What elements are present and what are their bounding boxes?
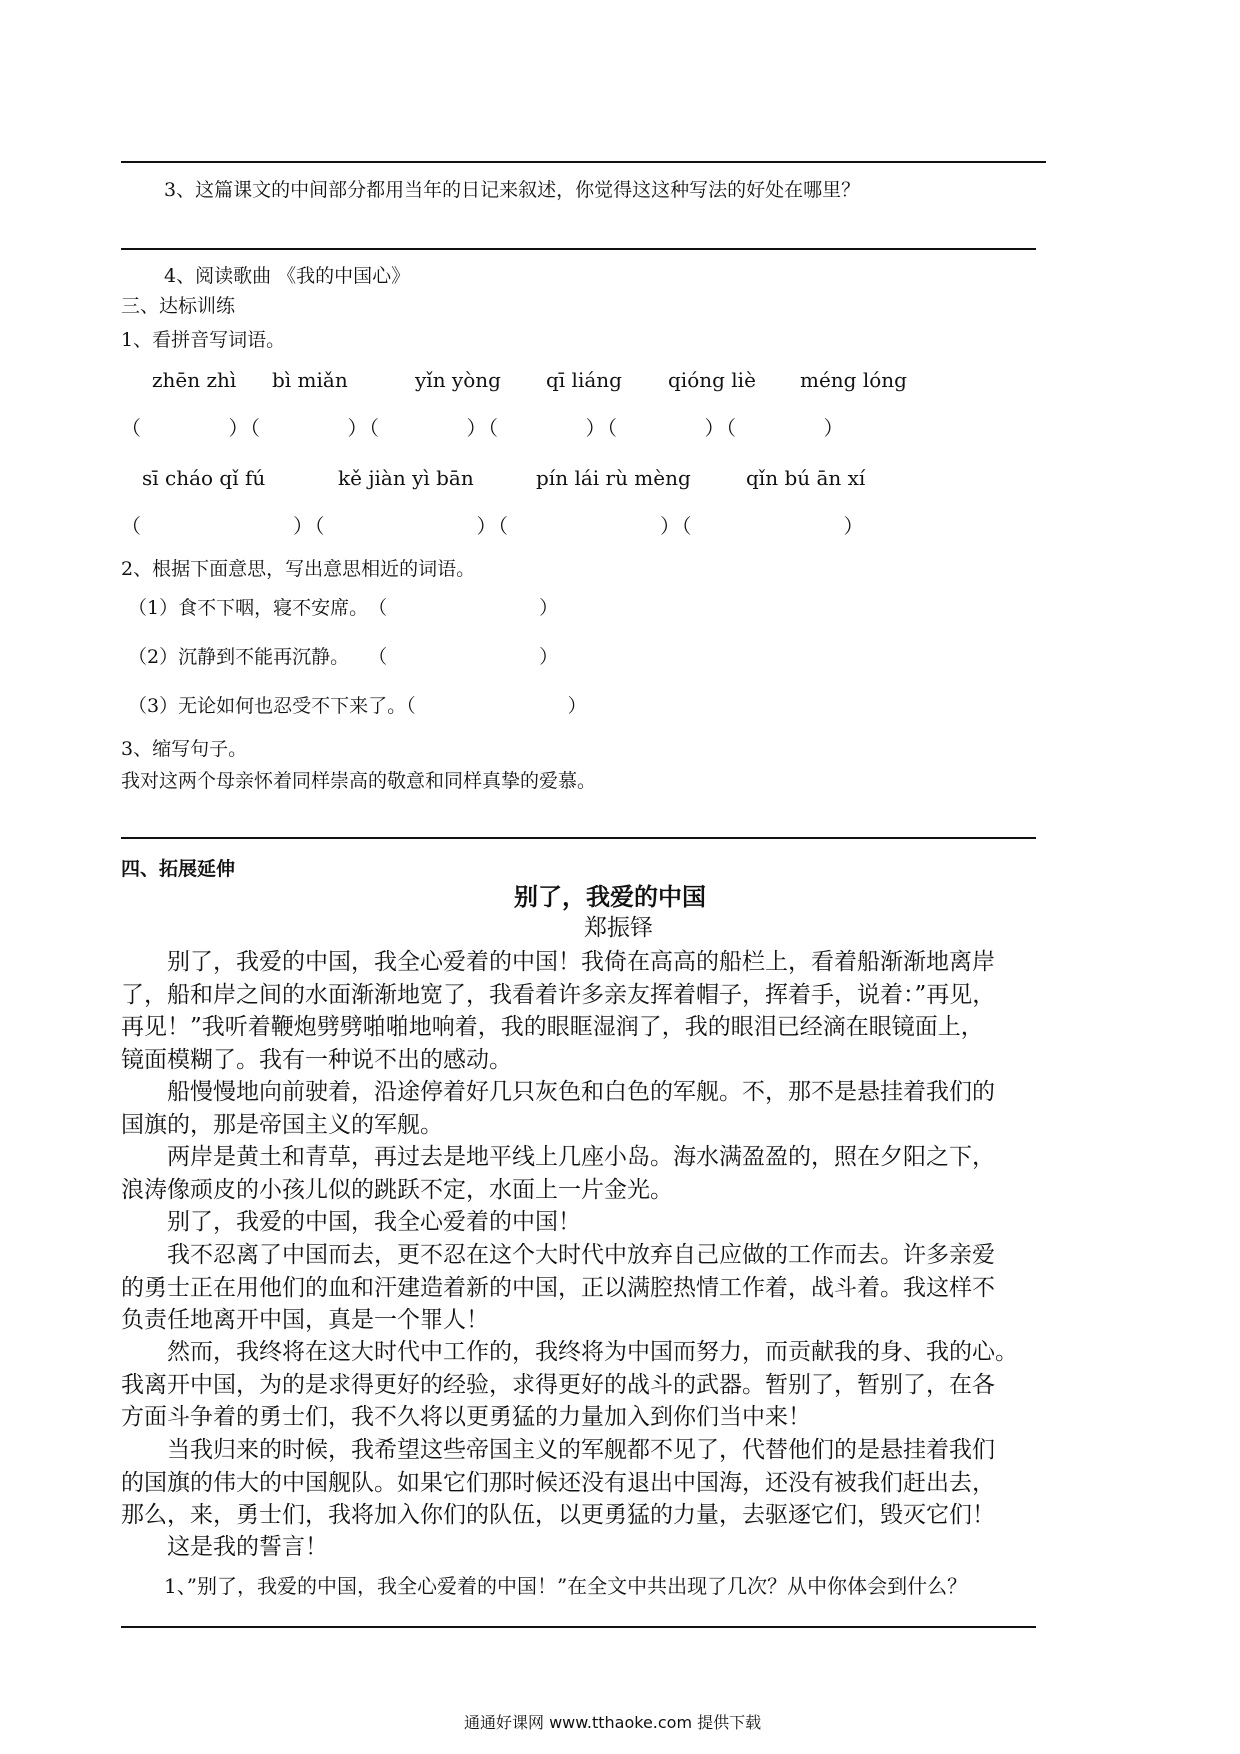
exercise-title: 3、缩写句子。 <box>121 738 248 760</box>
answer-line <box>121 248 1036 250</box>
article-paragraph: 然而，我终将在这大时代中工作的，我终将为中国而努力，而贡献我的身、我的心。 我离开中国，为的是求得更好的经验，求得更好的战斗的武器。暂别了，暂别了，在各 方面斗争着的勇士们，我不久将以更勇猛的力量加入到你们当中来！ <box>121 1339 1018 1430</box>
pinyin-item: qǐn bú ān xí <box>746 466 866 490</box>
article-paragraph: 当我归来的时候，我希望这些帝国主义的军舰都不见了，代替他们的是悬挂着我们 的国旗的伟大的中国舰队。如果它们那时候还没有退出中国海，还没有被我们赶出去， 那么，来，勇士们，我将加入你们的队伍，以更勇猛的力量，去驱逐它们，毁灭它们！ <box>121 1437 995 1528</box>
exercise-item[interactable]: （1）食不下咽，寝不安席。 （ ） <box>128 597 559 619</box>
exercise-sentence: 我对这两个母亲怀着同样崇高的敬意和同样真挚的爱慕。 <box>121 770 597 792</box>
answer-brackets[interactable]: （ ）（ ）（ ）（ ） <box>121 514 865 538</box>
article-paragraph: 这是我的誓言！ <box>121 1534 328 1560</box>
pinyin-item: sī cháo qǐ fú <box>142 466 266 490</box>
section-heading: 三、达标训练 <box>121 295 236 317</box>
section-heading: 四、拓展延伸 <box>121 858 236 880</box>
pinyin-item: qī liáng <box>546 368 622 392</box>
article-title: 别了，我爱的中国 <box>514 883 706 911</box>
exercise-title: 1、看拼音写词语。 <box>121 329 286 351</box>
answer-line <box>121 161 1046 163</box>
answer-line <box>121 1626 1036 1628</box>
pinyin-item: pín lái rù mèng <box>536 466 691 490</box>
pinyin-item: kě jiàn yì bān <box>338 466 474 490</box>
footer-text: 通通好课网 www.tthaoke.com 提供下载 <box>464 1713 762 1732</box>
pinyin-item: méng lóng <box>800 368 907 392</box>
article-paragraph: 我不忍离了中国而去，更不忍在这个大时代中放弃自己应做的工作而去。许多亲爱 的勇士正在用他们的血和汗建造着新的中国，正以满腔热情工作着，战斗着。我这样不 负责任地离开中国，真是一个罪人！ <box>121 1242 995 1333</box>
article-paragraph: 别了，我爱的中国，我全心爱着的中国！我倚在高高的船栏上，看着船渐渐地离岸 了，船和岸之间的水面渐渐地宽了，我看着许多亲友挥着帽子，挥着手，说着：”再见， 再见！”我听着鞭炮劈劈啪啪地响着，我的眼眶湿润了，我的眼泪已经滴在眼镜面上， 镜面模糊了。我有一种说不出的感动。 <box>121 949 996 1073</box>
question-text: 1、”别了，我爱的中国，我全心爱着的中国！”在全文中共出现了几次？从中你体会到什么？ <box>164 1574 968 1598</box>
article-author: 郑振铎 <box>584 915 653 941</box>
question-4-text: 4、阅读歌曲 《我的中国心》 <box>164 265 411 287</box>
question-3-text: 3、这篇课文的中间部分都用当年的日记来叙述，你觉得这这种写法的好处在哪里？ <box>164 179 861 201</box>
pinyin-item: bì miǎn <box>272 368 348 392</box>
article-paragraph: 两岸是黄土和青草，再过去是地平线上几座小岛。海水满盈盈的，照在夕阳之下， 浪涛像顽皮的小孩儿似的跳跃不定，水面上一片金光。 <box>121 1144 995 1203</box>
pinyin-item: zhēn zhì <box>152 368 237 392</box>
answer-line <box>121 837 1036 839</box>
pinyin-item: yǐn yòng <box>415 368 501 392</box>
exercise-item[interactable]: （2）沉静到不能再沉静。 （ ） <box>128 646 559 668</box>
article-paragraph: 别了，我爱的中国，我全心爱着的中国！ <box>121 1209 581 1235</box>
exercise-item[interactable]: （3）无论如何也忍受不下来了。（ ） <box>128 695 587 717</box>
exercise-title: 2、根据下面意思，写出意思相近的词语。 <box>121 558 476 580</box>
pinyin-item: qióng liè <box>668 368 756 392</box>
article-paragraph: 船慢慢地向前驶着，沿途停着好几只灰色和白色的军舰。不，那不是悬挂着我们的 国旗的，那是帝国主义的军舰。 <box>121 1079 995 1138</box>
answer-brackets[interactable]: （ ）（ ）（ ）（ ）（ ）（ ） <box>121 416 845 440</box>
